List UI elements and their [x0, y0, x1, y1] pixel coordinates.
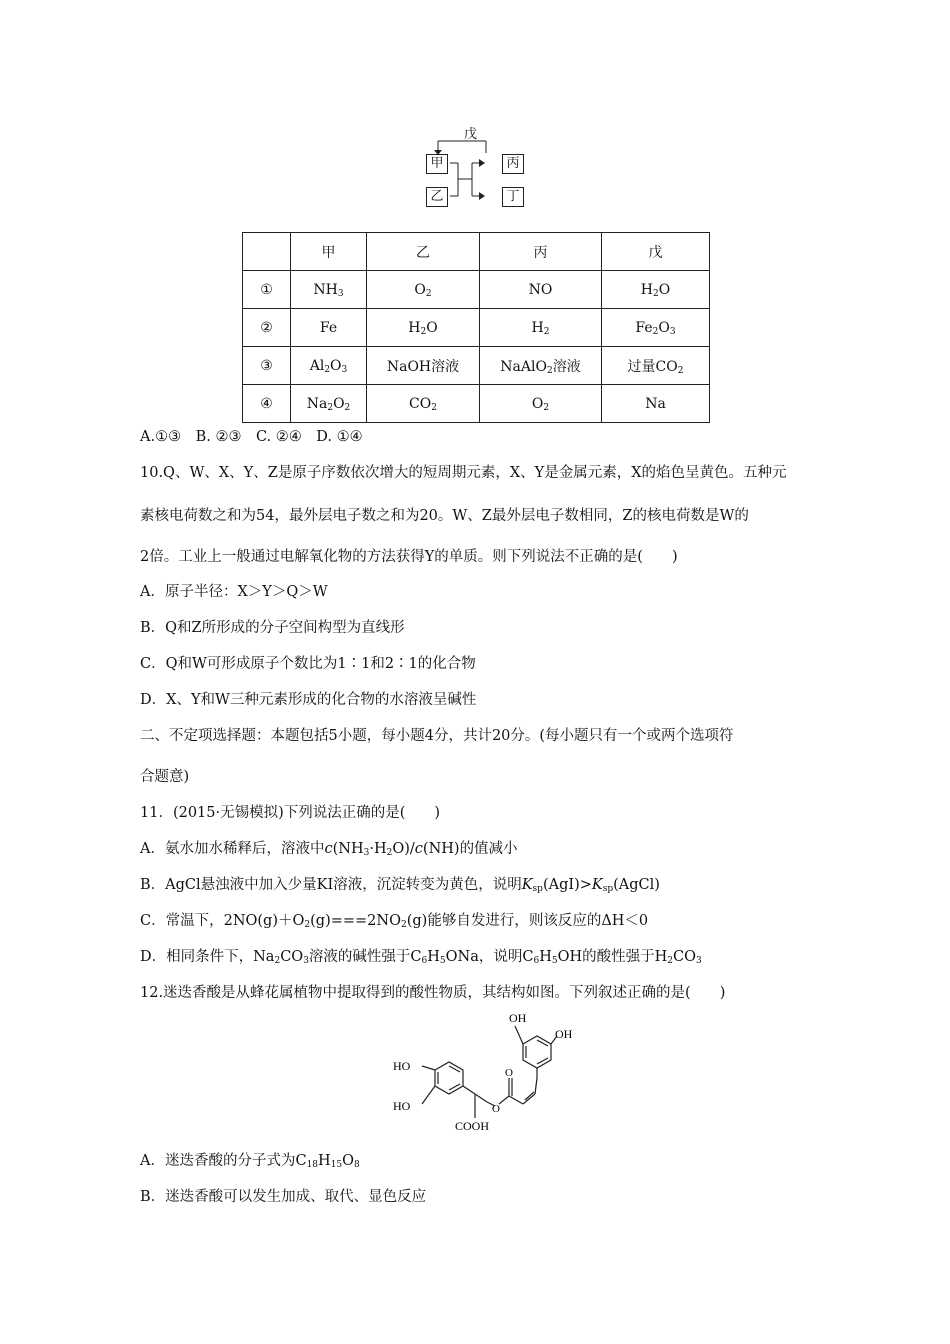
table-header-cell: 丙: [480, 233, 602, 271]
formula-cell: $O_2$: [367, 271, 480, 309]
table-header-row: [243, 233, 710, 271]
row-id: ④: [243, 385, 291, 423]
q11-b-pre: B．AgCl悬浊液中加入少量KI溶液，沉淀转变为黄色，说明: [140, 877, 522, 893]
section2-line1: 二、不定项选择题：本题包括5小题，每小题4分，共计20分。(每小题只有一个或两个选项符: [140, 728, 734, 744]
q11-c-post: (g)能够自发进行，则该反应的ΔH＜0: [406, 913, 649, 929]
table-header-cell: 甲: [291, 233, 367, 271]
structure-label-oh: OH: [555, 1027, 573, 1041]
q10-option-a: A．原子半径：X＞Y＞Q＞W: [140, 584, 328, 600]
q11-option-c: C．常温下，$2NO(g)+O_2(g)===2NO_2(g)$能够自发进行，则该反应的ΔH＜0: [140, 913, 649, 930]
structure-label-ho: HO: [393, 1059, 411, 1073]
formula-cell: $Fe_2O_3$: [602, 309, 710, 347]
q11-a-post: 的值减小: [459, 841, 518, 857]
section2-line2: 合题意): [140, 769, 190, 785]
formula-cell: $Na_2O_2$: [291, 385, 367, 423]
table-cell: Fe: [291, 309, 367, 347]
structure-label-ho: HO: [393, 1099, 411, 1113]
q10-stem-line1: 10.Q、W、X、Y、Z是原子序数依次增大的短周期元素，X、Y是金属元素，X的焰色呈黄色。五种元: [140, 465, 787, 481]
q10-option-b: B．Q和Z所形成的分子空间构型为直线形: [140, 620, 405, 636]
table-row: [243, 271, 710, 309]
q12-option-b: B．迷迭香酸可以发生加成、取代、显色反应: [140, 1189, 427, 1205]
table-header-cell: 乙: [367, 233, 480, 271]
table-row: [243, 309, 710, 347]
formula-cell: $O_2$: [480, 385, 602, 423]
q11-option-d: D．相同条件下，$Na_2CO_3$溶液的碱性强于$C_6H_5ONa$，说明$C_6H_5OH$的酸性强于$H_2CO_3$: [140, 949, 702, 966]
q12-option-a: A．迷迭香酸的分子式为$C_{18}H_{15}O_8$: [140, 1153, 360, 1170]
q12-stem: 12.迷迭香酸是从蜂花属植物中提取得到的酸性物质，其结构如图。下列叙述正确的是( ): [140, 985, 726, 1001]
q11-option-a: A．氨水加水稀释后，溶液中$c(NH_3\cdot H_2O)/c(NH)$的值减小: [140, 841, 518, 858]
formula-cell: $Al_2O_3$: [291, 347, 367, 385]
structure-label-oh: OH: [509, 1011, 527, 1025]
row-id: ②: [243, 309, 291, 347]
table-header-cell: [243, 233, 291, 271]
diagram-box-jia: 甲: [426, 154, 448, 174]
diagram-box-ding: 丁: [502, 187, 524, 207]
diagram-box-bing: 丙: [502, 154, 524, 174]
substance-table: [242, 232, 710, 423]
q10-stem-line3: 2倍。工业上一般通过电解氧化物的方法获得Y的单质。则下列说法不正确的是( ): [140, 549, 678, 565]
q10-option-c: C．Q和W可形成原子个数比为1∶1和2∶1的化合物: [140, 656, 476, 672]
q11-a-pre: A．氨水加水稀释后，溶液中: [140, 841, 325, 857]
structure-label-cooh: COOH: [455, 1119, 490, 1133]
q11-c-mid: (g)===2NO: [310, 913, 401, 929]
q11-c-pre: C．常温下，2NO(g)＋O: [140, 913, 305, 929]
table-cell: NO: [480, 271, 602, 309]
formula-cell: NaAlO$_2$溶液: [480, 347, 602, 385]
table-header-cell: 戊: [602, 233, 710, 271]
formula-cell: $NH_3$: [291, 271, 367, 309]
q10-stem-line2: 素核电荷数之和为54，最外层电子数之和为20。W、Z最外层电子数相同，Z的核电荷数是W的: [140, 508, 749, 524]
row-id: ③: [243, 347, 291, 385]
table-cell: Na: [602, 385, 710, 423]
q11-stem: 11．(2015·无锡模拟)下列说法正确的是( ): [140, 805, 441, 821]
formula-cell: $H_2O$: [367, 309, 480, 347]
table-row: [243, 347, 710, 385]
diagram-box-yi: 乙: [426, 187, 448, 207]
q10-option-d: D．X、Y和W三种元素形成的化合物的水溶液呈碱性: [140, 692, 477, 708]
q9-options: A.①③ B. ②③ C. ②④ D. ①④: [140, 429, 363, 445]
table-cell: NaOH溶液: [367, 347, 480, 385]
formula-cell: $H_2O$: [602, 271, 710, 309]
formula-cell: $CO_2$: [367, 385, 480, 423]
rosmarinic-acid-structure: [385, 1008, 575, 1138]
diagram-label-wu: 戊: [464, 127, 478, 142]
formula-cell: 过量$CO_2$: [602, 347, 710, 385]
table-row: [243, 385, 710, 423]
structure-label-o: O: [492, 1103, 500, 1115]
structure-label-o: O: [505, 1067, 513, 1079]
formula-cell: $H_2$: [480, 309, 602, 347]
row-id: ①: [243, 271, 291, 309]
q11-option-b: B．AgCl悬浊液中加入少量KI溶液，沉淀转变为黄色，说明$K_{sp}(AgI)>K_{sp}(AgCl)$: [140, 877, 660, 894]
